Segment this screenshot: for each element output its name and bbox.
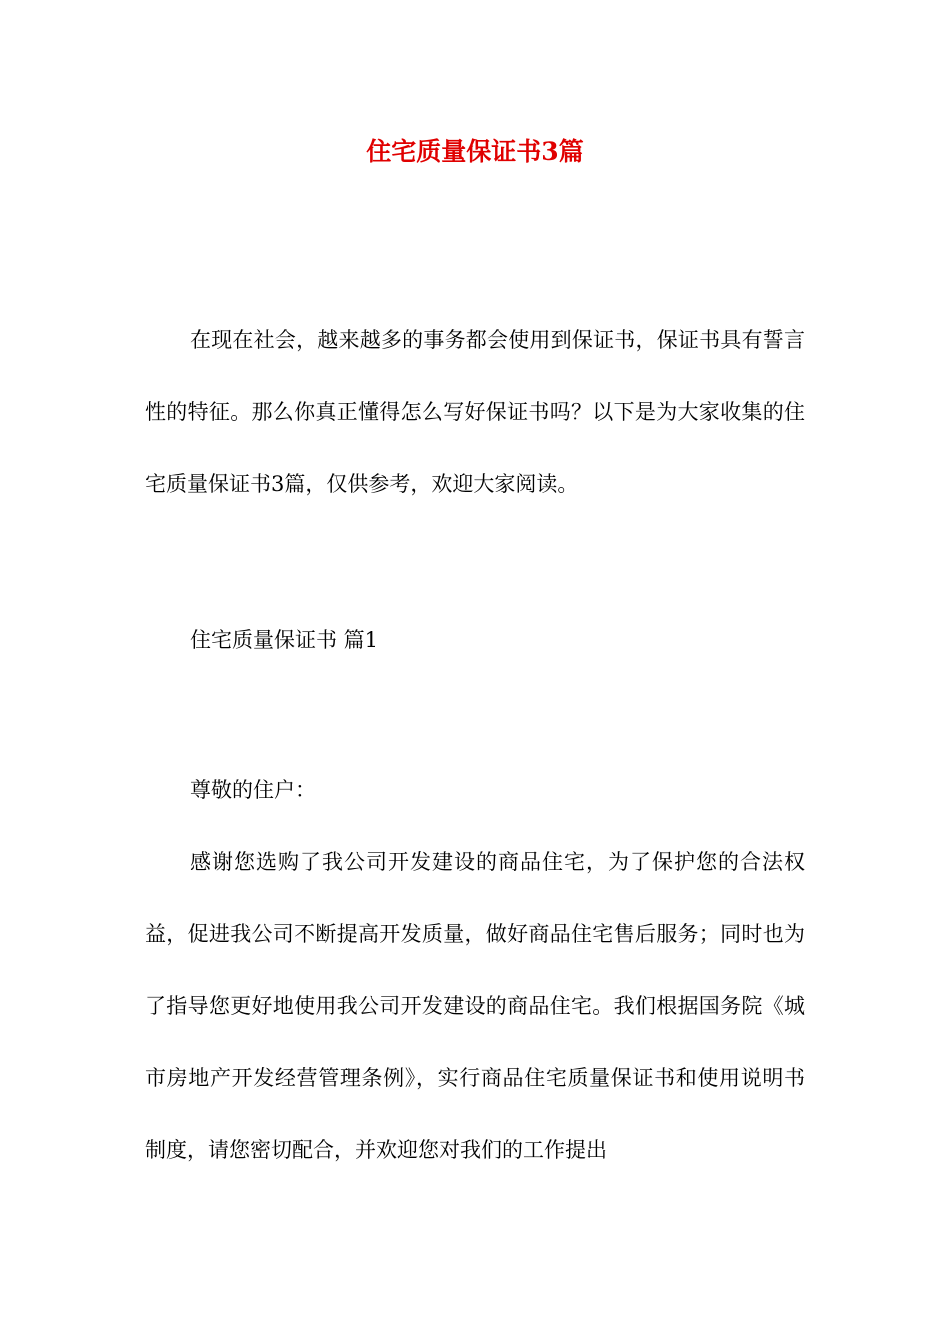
body-paragraph: 感谢您选购了我公司开发建设的商品住宅，为了保护您的合法权益，促进我公司不断提高开发质量，做好商品住宅售后服务；同时也为了指导您更好地使用我公司开发建设的商品住宅。我们根据国务院《城市房地产开发经营管理条例》，实行商品住宅质量保证书和使用说明书制度，请您密切配合，并欢迎您对我们的工作提出 <box>145 850 805 1162</box>
salutation: 尊敬的住户： <box>190 778 316 802</box>
document-title: 住宅质量保证书3篇 <box>366 137 584 166</box>
intro-paragraph: 在现在社会，越来越多的事务都会使用到保证书，保证书具有誓言性的特征。那么你真正懂得怎么写好保证书吗？以下是为大家收集的住宅质量保证书3篇，仅供参考，欢迎大家阅读。 <box>145 328 805 496</box>
section-heading: 住宅质量保证书 篇1 <box>190 628 379 652</box>
